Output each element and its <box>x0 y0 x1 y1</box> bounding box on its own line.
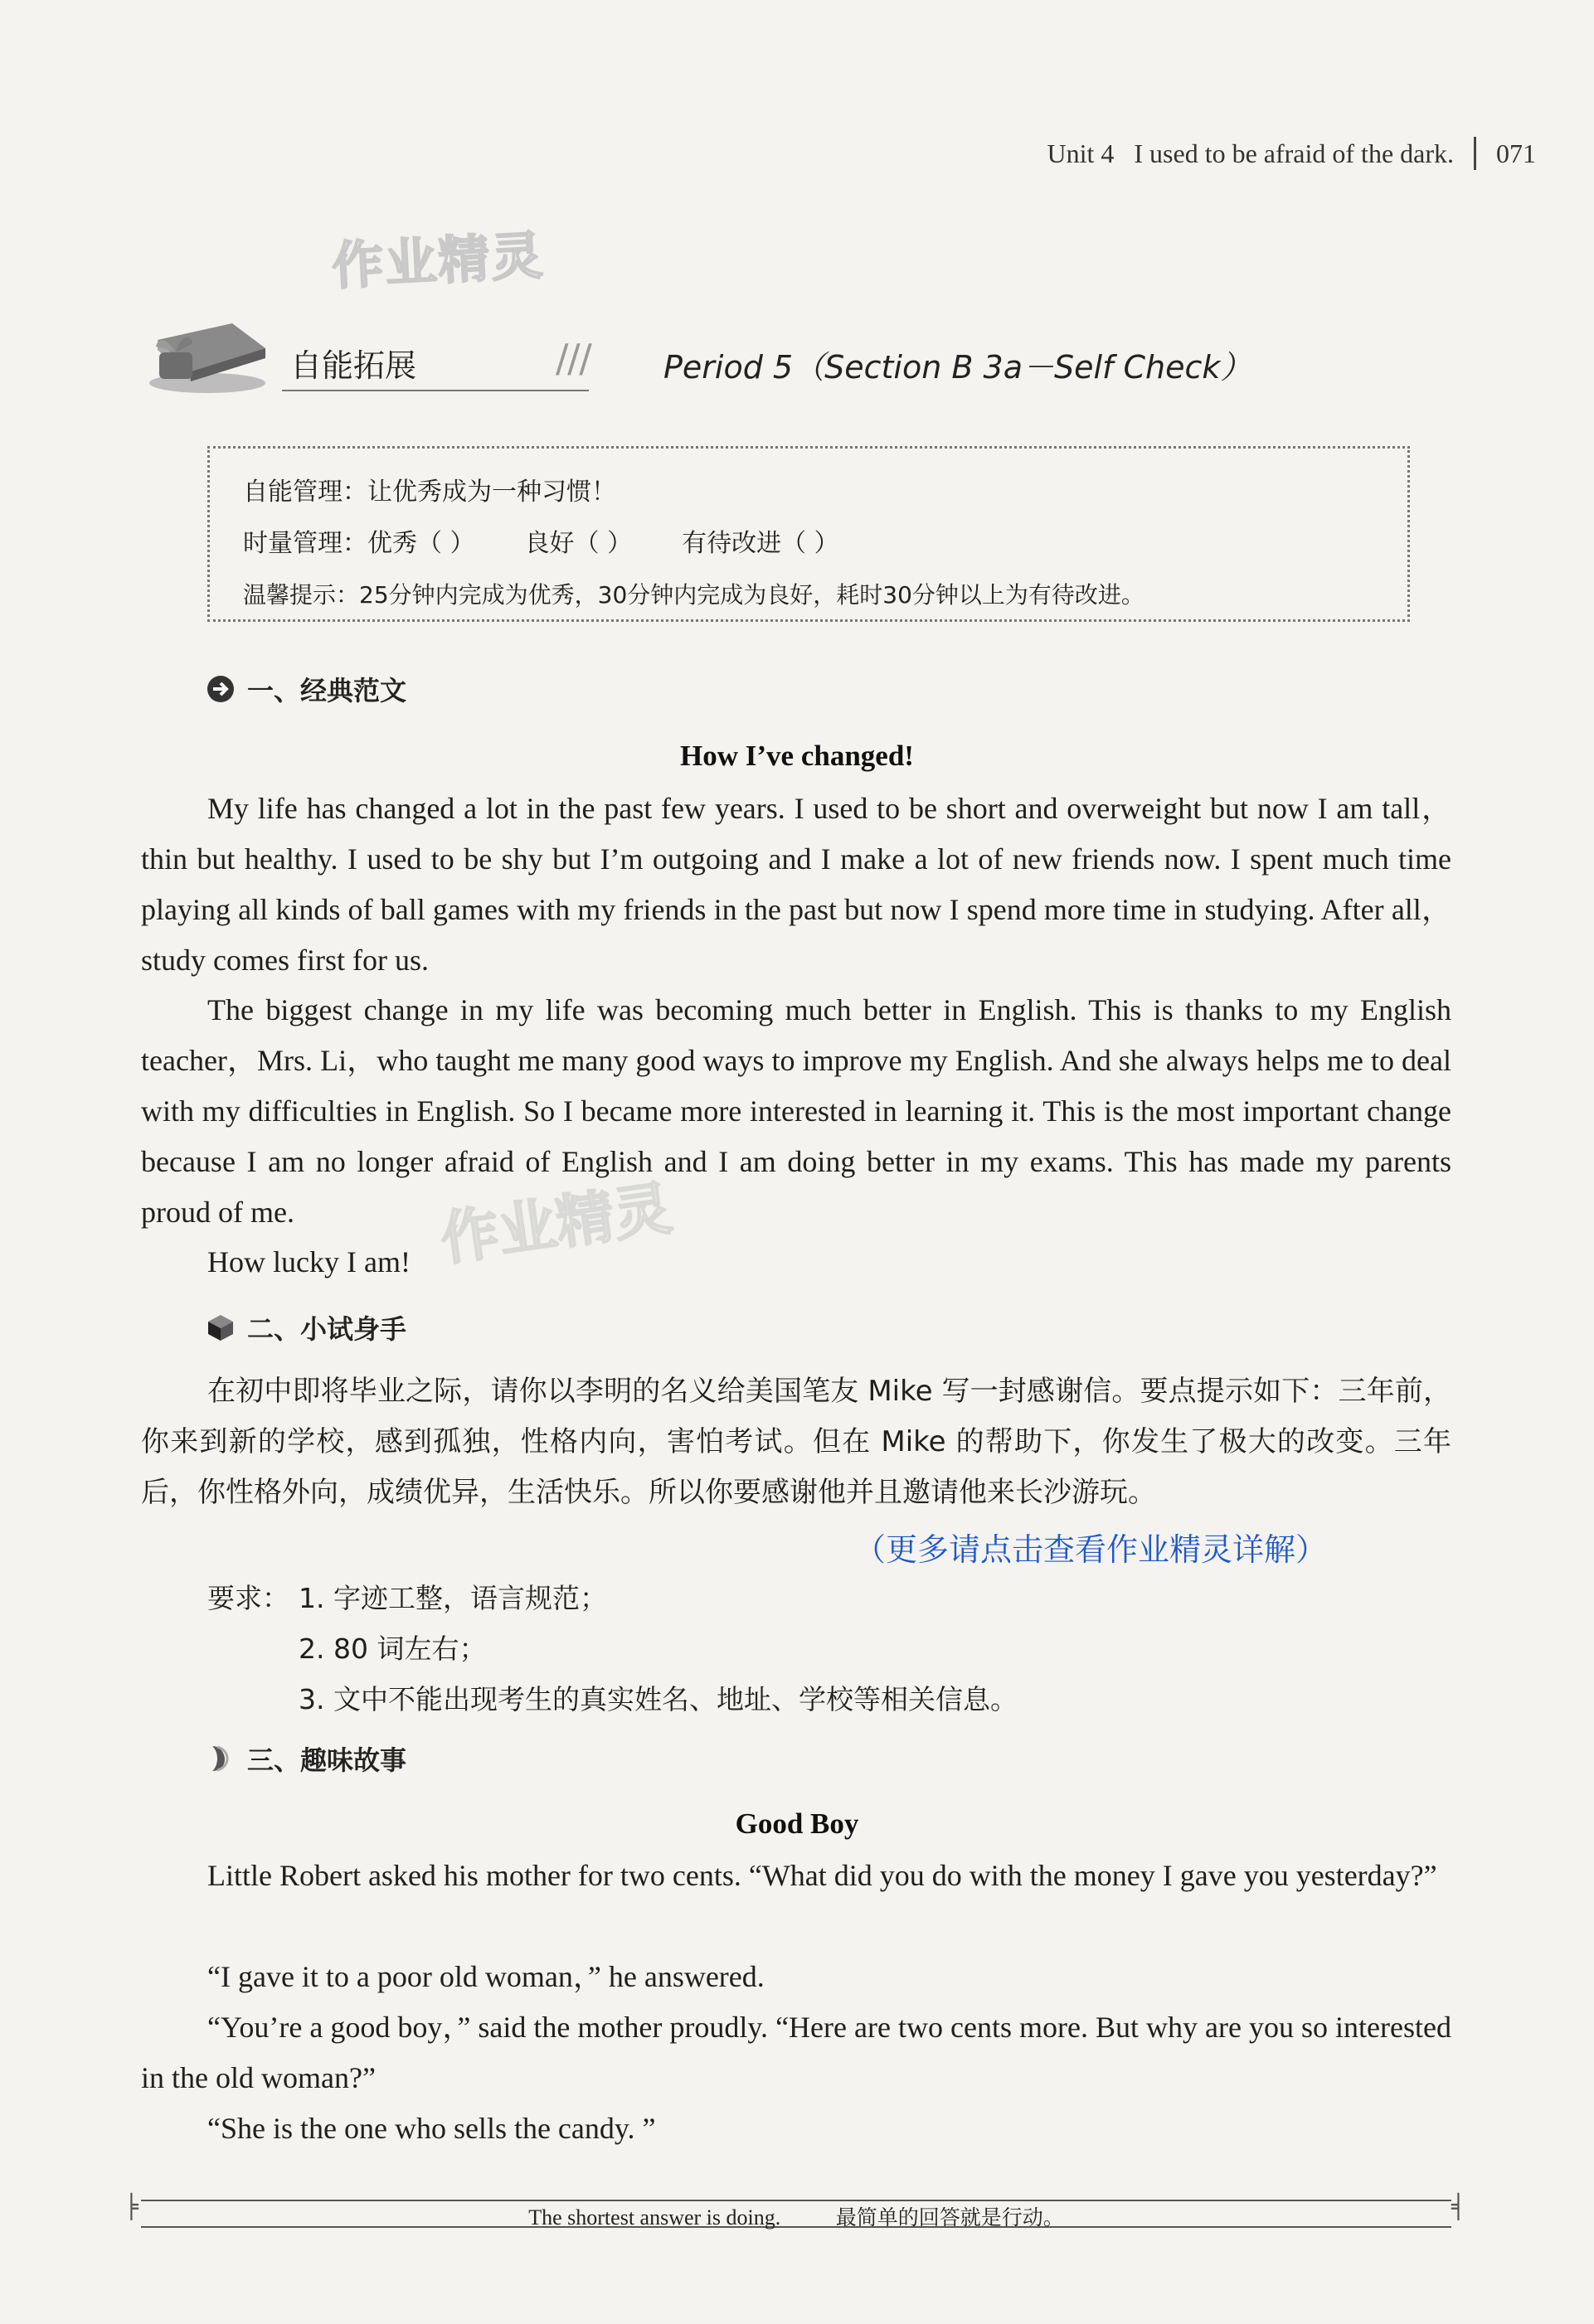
period-title: Period 5（Section B 3a－Self Check） <box>663 349 1252 386</box>
tip-line: 温馨提示：25分钟内完成为优秀，30分钟内完成为良好，耗时30分钟以上为有待改进。 <box>243 581 1144 609</box>
section3-heading <box>206 1739 406 1778</box>
story-paragraph-3: “You’re a good boy，” said the mother proudly. “Here are two cents more. But why are you so interested in the old woman?” <box>141 2011 1451 2094</box>
story-title: Good Boy <box>735 1807 859 1840</box>
rating-good: 良好（ ） <box>524 529 633 558</box>
essay-title: How I’ve changed! <box>680 740 914 772</box>
footer-motto <box>124 2201 1468 2231</box>
book-plant-icon <box>141 307 274 398</box>
section-banner <box>133 307 1476 406</box>
section2-heading <box>206 1308 406 1346</box>
watermark-mid: 作业精灵 <box>436 1173 677 1274</box>
essay-paragraph-1: My life has changed a lot in the past few years. I used to be short and overweight but now I am tall，thin but healthy. I used to be shy but I’m outgoing and I make a lot of new friends now. I spent much time playing all kinds of ball games with my friends in the past but now I spend more time in studying. After all，study comes first for us. <box>141 792 1451 977</box>
requirement-item: 1. 字迹工整，语言规范； <box>299 1582 607 1614</box>
story-paragraph-4: “She is the one who sells the candy. ” <box>207 2112 656 2145</box>
banner-underline <box>282 390 589 391</box>
section3-heading-text: 三、趣味故事 <box>247 1744 407 1776</box>
story-paragraph-1: Little Robert asked his mother for two cents. “What did you do with the money I gave you yesterday?” <box>207 1859 1437 1892</box>
section1-heading <box>206 670 406 708</box>
header-divider <box>1474 137 1476 170</box>
self-management-box <box>207 446 1410 622</box>
time-management-label: 时量管理： <box>243 529 367 558</box>
requirement-item: 3. 文中不能出现考生的真实姓名、地址、学校等相关信息。 <box>299 1683 1018 1715</box>
rating-excellent: 优秀（ ） <box>367 529 475 558</box>
requirement-item: 2. 80 词左右； <box>299 1633 487 1665</box>
running-header <box>1047 137 1536 170</box>
rating-needs-improvement: 有待改进（ ） <box>682 529 839 558</box>
page-number: 071 <box>1496 138 1536 168</box>
watermark-logo: 作业精灵 <box>330 225 547 297</box>
self-management-line: 自能管理：让优秀成为一种习惯！ <box>243 478 616 507</box>
footer-motto-bar <box>124 2193 1468 2234</box>
banner-label: 自能拓展 <box>290 347 417 384</box>
section1-heading-text: 一、经典范文 <box>247 675 407 706</box>
arrow-circle-icon <box>206 674 236 704</box>
footer-ornament-right: ╡ <box>1451 2193 1465 2220</box>
section2-heading-text: 二、小试身手 <box>247 1313 407 1345</box>
motto-zh: 最简单的回答就是行动。 <box>835 2205 1064 2229</box>
motto-en: The shortest answer is doing. <box>528 2205 781 2229</box>
requirements-label: 要求： <box>207 1582 289 1614</box>
story-paragraph-2: “I gave it to a poor old woman，” he answered. <box>207 1960 765 1993</box>
banner-slashes: / / / <box>556 336 586 381</box>
footer-ornament-left: ╞ <box>124 2193 139 2220</box>
unit-label: Unit 4 <box>1047 138 1115 168</box>
unit-title: I used to be afraid of the dark. <box>1134 138 1454 168</box>
more-details-link[interactable]: （更多请点击查看作业精灵详解） <box>854 1531 1328 1568</box>
cube-icon <box>206 1312 236 1342</box>
essay-paragraph-2: The biggest change in my life was becoming much better in English. This is thanks to my English teacher，Mrs. Li，who taught me many good ways to improve my English. And she always helps me to deal with my difficulties in English. So I became more interested in learning it. This is the most important change because I am no longer afraid of English and I am doing better in my exams. This has made my parents proud of me. <box>141 993 1451 1229</box>
time-management-line <box>243 518 1374 570</box>
crescent-icon <box>206 1744 236 1773</box>
writing-prompt: 在初中即将毕业之际，请你以李明的名义给美国笔友 Mike 写一封感谢信。要点提示如下：三年前，你来到新的学校，感到孤独，性格内向，害怕考试。但在 Mike 的帮助下，你发生了极大的改变。三年后，你性格外向，成绩优异，生活快乐。所以你要感谢他并且邀请他来长沙游玩。 <box>141 1375 1451 1509</box>
essay-paragraph-3: How lucky I am! <box>207 1245 411 1278</box>
